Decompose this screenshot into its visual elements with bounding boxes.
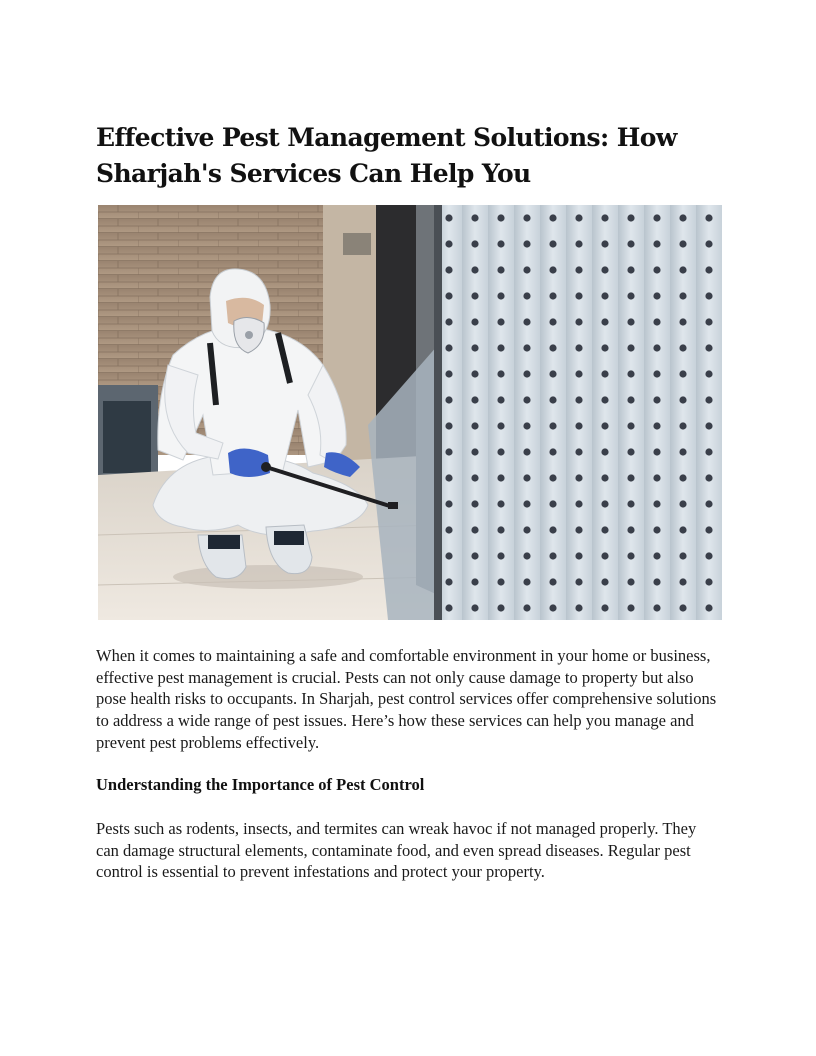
page-title: Effective Pest Management Solutions: How Sharjah's Services Can Help You <box>96 123 677 188</box>
intro-paragraph: When it comes to maintaining a safe and comfortable environment in your home or business, effective pest management is crucial. Pests can not only cause damage to property but also pose health risks to occupants. In Sharjah, pest control services offer comprehensive solutions to address a wide range of pest issues. Here’s how these services can help you manage and prevent pest problems effectively. <box>96 646 717 752</box>
hero-image <box>98 205 722 620</box>
section-heading: Understanding the Importance of Pest Control <box>96 775 425 794</box>
section-paragraph: Pests such as rodents, insects, and termites can wreak havoc if not managed properly. They can damage structural elements, contaminate food, and even spread diseases. Regular pest control is essential to prevent infestations and protect your property. <box>96 819 697 882</box>
